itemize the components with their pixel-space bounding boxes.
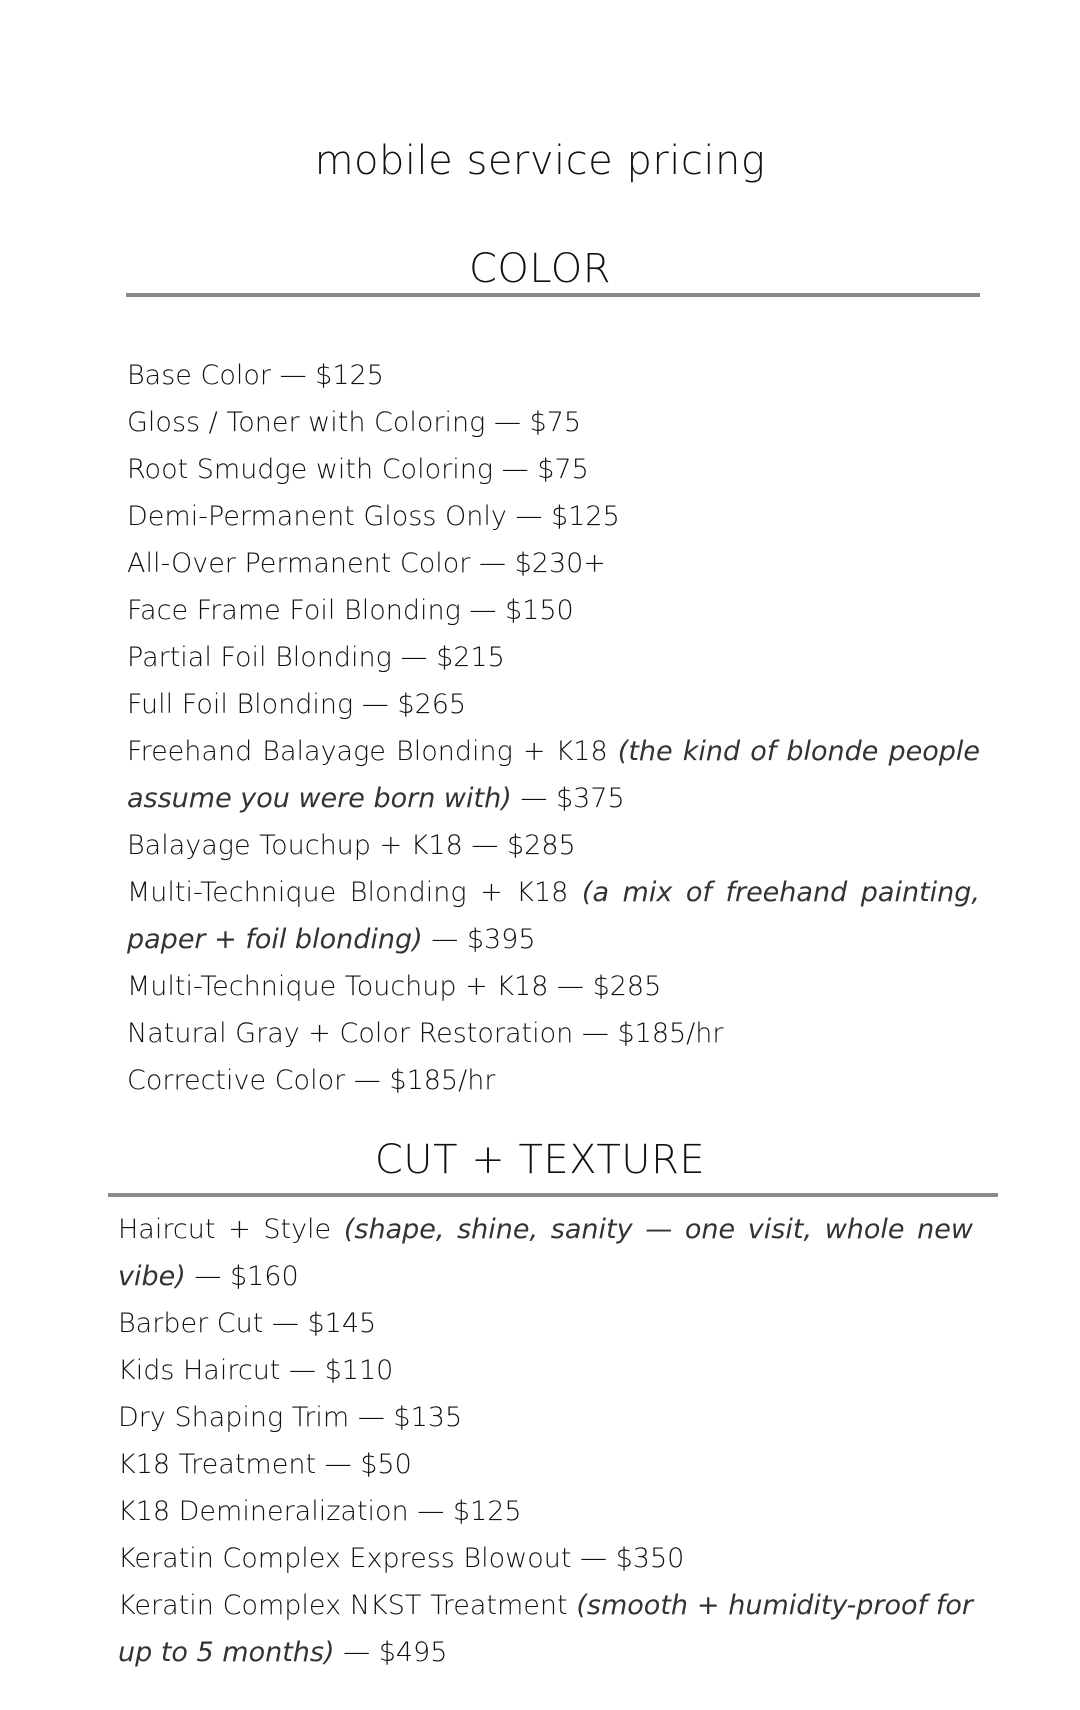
separator: — (471, 830, 507, 861)
separator: — (501, 454, 538, 485)
service-note: (a mix of freehand painting, paper + foil blonding) (127, 877, 980, 955)
service-price: $375 (555, 783, 625, 814)
service-name: Multi-Technique Blonding + K18 (127, 877, 569, 908)
separator: — (279, 360, 316, 391)
service-price: $110 (324, 1355, 394, 1386)
separator: — (357, 1402, 394, 1433)
separator: — (556, 971, 593, 1002)
separator: — (493, 407, 530, 438)
separator: — (417, 1496, 453, 1527)
service-price: $125 (452, 1496, 522, 1527)
price-list-item (127, 681, 980, 728)
price-list-item (127, 446, 980, 493)
service-name: Keratin Complex NKST Treatment (118, 1590, 568, 1621)
service-price: $125 (551, 501, 620, 532)
separator: — (469, 595, 505, 626)
separator: — (289, 1355, 325, 1386)
price-list-item (127, 587, 980, 634)
price-list-item (127, 540, 980, 587)
separator: — (343, 1637, 379, 1668)
separator: — (194, 1261, 230, 1292)
price-list-item (127, 728, 980, 822)
price-list-item (118, 1441, 973, 1488)
service-price: $395 (466, 924, 536, 955)
price-list-item (127, 634, 980, 681)
section-heading-color: COLOR (468, 246, 612, 292)
service-name: Barber Cut (118, 1308, 264, 1339)
price-list-item (118, 1300, 973, 1347)
service-name: Freehand Balayage Blonding + K18 (127, 736, 608, 767)
separator: — (400, 642, 437, 673)
service-name: K18 Demineralization (118, 1496, 409, 1527)
service-name: Haircut + Style (118, 1214, 332, 1245)
separator: — (361, 689, 398, 720)
service-price: $350 (615, 1543, 685, 1574)
service-name: Demi-Permanent Gloss Only (127, 501, 507, 532)
separator: — (431, 924, 467, 955)
service-price: $230+ (514, 548, 606, 579)
service-price: $185/hr (389, 1065, 496, 1096)
service-name: Corrective Color (127, 1065, 346, 1096)
service-name: Multi-Technique Touchup + K18 (127, 971, 549, 1002)
price-list-item (127, 399, 980, 446)
service-price: $150 (504, 595, 574, 626)
price-list-item (118, 1347, 973, 1394)
price-list-item (118, 1535, 973, 1582)
service-name: Face Frame Foil Blonding (127, 595, 461, 626)
price-list-item (118, 1488, 973, 1535)
price-list-item (127, 822, 980, 869)
service-price: $75 (529, 407, 582, 438)
service-price: $135 (393, 1402, 463, 1433)
separator: — (581, 1018, 618, 1049)
service-name: All-Over Permanent Color (127, 548, 471, 579)
service-name: K18 Treatment (118, 1449, 317, 1480)
divider (108, 1193, 998, 1197)
service-price: $125 (315, 360, 384, 391)
price-list-item (127, 493, 980, 540)
service-price: $495 (378, 1637, 448, 1668)
service-name: Gloss / Toner with Coloring (127, 407, 486, 438)
separator: — (515, 501, 552, 532)
separator: — (271, 1308, 308, 1339)
price-list-item (118, 1206, 973, 1300)
service-name: Partial Foil Blonding (127, 642, 392, 673)
service-name: Balayage Touchup + K18 (127, 830, 463, 861)
price-list-color (127, 352, 980, 1104)
divider (126, 293, 980, 297)
service-name: Dry Shaping Trim (118, 1402, 350, 1433)
price-list-item (127, 963, 980, 1010)
section-heading-cut-texture: CUT + TEXTURE (374, 1137, 706, 1183)
price-list-item (127, 869, 980, 963)
price-list-item (118, 1582, 973, 1676)
service-price: $285 (592, 971, 662, 1002)
service-name: Natural Gray + Color Restoration (127, 1018, 574, 1049)
price-list-item (118, 1394, 973, 1441)
service-price: $285 (506, 830, 576, 861)
separator: — (324, 1449, 361, 1480)
price-list-item (127, 352, 980, 399)
price-list-item (127, 1010, 980, 1057)
service-price: $215 (436, 642, 505, 673)
service-note: (shape, shine, sanity — one visit, whole new vibe) (118, 1214, 973, 1292)
separator: — (479, 548, 515, 579)
price-list-item (127, 1057, 980, 1104)
service-price: $160 (229, 1261, 299, 1292)
service-name: Full Foil Blonding (127, 689, 354, 720)
service-name: Base Color (127, 360, 271, 391)
page-title: mobile service pricing (314, 138, 766, 184)
service-price: $265 (397, 689, 467, 720)
separator: — (580, 1543, 616, 1574)
service-price: $75 (537, 454, 589, 485)
service-name: Keratin Complex Express Blowout (118, 1543, 572, 1574)
separator: — (353, 1065, 390, 1096)
service-price: $185/hr (617, 1018, 724, 1049)
service-price: $50 (360, 1449, 412, 1480)
service-name: Kids Haircut (118, 1355, 281, 1386)
separator: — (520, 783, 556, 814)
service-note: (smooth + humidity-proof for up to 5 months) (118, 1590, 973, 1668)
service-name: Root Smudge with Coloring (127, 454, 494, 485)
price-list-cut-texture (118, 1206, 973, 1676)
service-price: $145 (307, 1308, 377, 1339)
service-note: (the kind of blonde people assume you were born with) (127, 736, 980, 814)
